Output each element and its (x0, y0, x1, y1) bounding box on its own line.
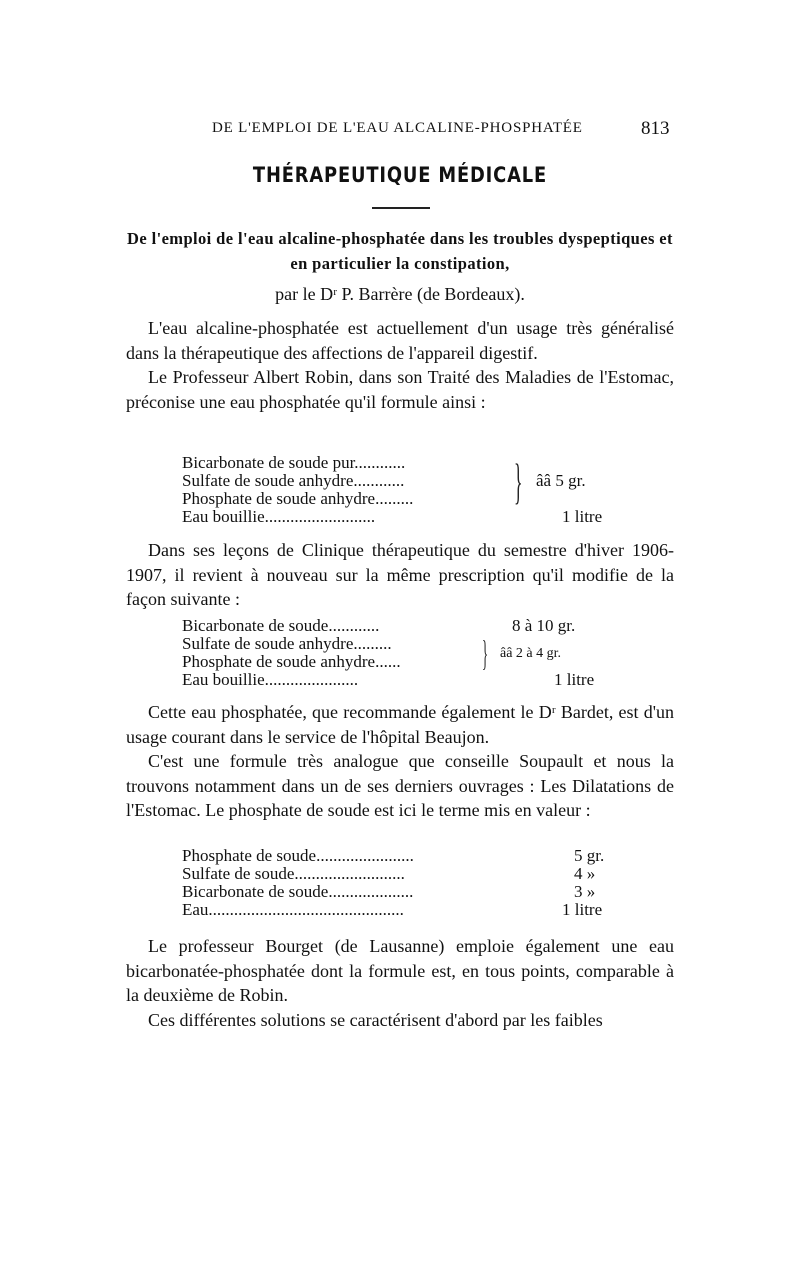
formula-2-group-dose: ââ 2 à 4 gr. (500, 646, 562, 661)
formula-1-item: Sulfate de soude anhydre............ (182, 471, 405, 490)
formula-1-item: Eau bouillie.......................... (182, 507, 376, 526)
formula-3-dose: 4 » (574, 864, 596, 883)
formula-3 (182, 847, 642, 919)
body-text-3 (126, 700, 674, 823)
article-title: De l'emploi de l'eau alcaline-phosphatée dans les troubles dyspeptiques et en particulier la constipation, (127, 229, 673, 273)
formula-2-first-dose: 8 à 10 gr. (512, 616, 576, 635)
body-text-2 (126, 538, 674, 612)
body-text-1 (126, 316, 674, 414)
paragraph-3: Dans ses leçons de Clinique thérapeutique du semestre d'hiver 1906-1907, il revient à nouveau sur la même prescription qu'il modifie de la façon suivante : (126, 540, 674, 609)
formula-3-dose: 1 litre (562, 900, 603, 919)
brace: } (514, 453, 523, 509)
formula-2-item: Phosphate de soude anhydre...... (182, 652, 401, 671)
paragraph-1: L'eau alcaline-phosphatée est actuellement d'un usage très généralisé dans la thérapeutique des affections de l'appareil digestif. (126, 318, 674, 363)
formula-1-group-dose: ââ 5 gr. (536, 471, 586, 490)
brace: } (482, 633, 489, 673)
formula-2-water-dose: 1 litre (554, 670, 595, 689)
formula-2-item: Bicarbonate de soude............ (182, 616, 380, 635)
formula-3-item: Bicarbonate de soude.................... (182, 882, 414, 901)
formula-3-dose: 3 » (574, 882, 596, 901)
formula-1-item: Phosphate de soude anhydre......... (182, 489, 414, 508)
formula-1-water-dose: 1 litre (562, 507, 603, 526)
formula-1-item: Bicarbonate de soude pur............ (182, 453, 406, 472)
formula-3-dose: 5 gr. (574, 846, 605, 865)
title-rule (372, 207, 430, 209)
formula-2-item: Eau bouillie...................... (182, 670, 359, 689)
paragraph-6: Le professeur Bourget (de Lausanne) emploie également une eau bicarbonatée-phosphatée dont la formule est, en tous points, comparable à la deuxième de Robin. (126, 936, 674, 1005)
paragraph-7: Ces différentes solutions se caractérisent d'abord par les faibles (148, 1009, 603, 1030)
byline: par le Dʳ P. Barrère (de Bordeaux). (275, 284, 525, 304)
formula-3-item: Phosphate de soude....................... (182, 846, 414, 865)
formula-3-item: Eau.............................................. (182, 900, 404, 919)
running-header (0, 120, 800, 144)
page-number: 813 (641, 118, 670, 139)
paragraph-4: Cette eau phosphatée, que recommande également le Dʳ Bardet, est d'un usage courant dans le service de l'hôpital Beaujon. (126, 702, 674, 747)
formula-1 (182, 454, 642, 526)
paragraph-5: C'est une formule très analogue que conseille Soupault et nous la trouvons notamment dans un de ses derniers ouvrages : Les Dilatations de l'Estomac. Le phosphate de soude est ici le terme mis en valeur : (126, 751, 674, 820)
section-title: THÉRAPEUTIQUE MÉDICALE (252, 163, 548, 187)
formula-2-item: Sulfate de soude anhydre......... (182, 634, 392, 653)
paragraph-2: Le Professeur Albert Robin, dans son Traité des Maladies de l'Estomac, préconise une eau phosphatée qu'il formule ainsi : (126, 367, 674, 412)
formula-3-item: Sulfate de soude.......................... (182, 864, 405, 883)
body-text-4 (126, 934, 674, 1032)
running-title: DE L'EMPLOI DE L'EAU ALCALINE-PHOSPHATÉE (212, 120, 583, 136)
formula-2 (182, 617, 642, 689)
